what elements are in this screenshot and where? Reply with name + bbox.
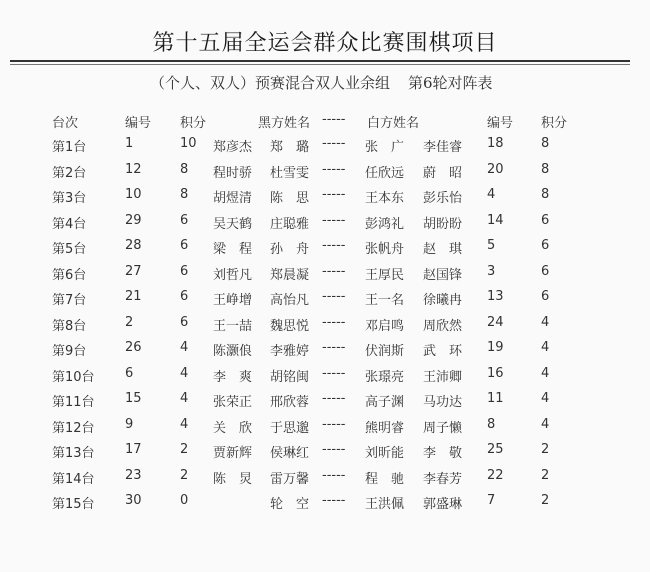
cell-table: 第1台 [52, 140, 87, 155]
cell-white-num: 4 [487, 187, 496, 202]
cell-white-num: 18 [487, 136, 504, 151]
cell-white-player-2: 彭乐怡 [423, 191, 463, 206]
cell-white-player-1: 邓启鸣 [365, 318, 405, 334]
cell-white-player-2: 赵国锋 [423, 267, 463, 283]
header-white-num: 编号 [487, 116, 514, 131]
cell-black-num: 1 [125, 136, 134, 151]
cell-black-player-1: 吴天鹤 [213, 216, 253, 232]
cell-white-score: 4 [541, 365, 550, 381]
cell-white-num: 20 [487, 161, 504, 177]
cell-white-player-2: 武 环 [423, 344, 463, 359]
cell-white-num: 13 [487, 289, 504, 304]
cell-vs: ----- [322, 391, 346, 406]
cell-vs: ----- [322, 289, 346, 304]
cell-white-num: 7 [487, 493, 496, 508]
cell-white-score: 4 [541, 314, 550, 330]
cell-black-player-1: 刘哲凡 [213, 267, 253, 283]
round-label: 第6轮对阵表 [408, 74, 493, 92]
table-header [0, 112, 650, 136]
cell-black-num: 28 [125, 238, 142, 253]
cell-black-score: 4 [180, 340, 189, 355]
cell-black-num: 21 [125, 289, 142, 304]
cell-white-player-2: 胡盼盼 [423, 216, 463, 232]
cell-white-num: 16 [487, 365, 504, 381]
table-row [0, 136, 650, 160]
cell-white-score: 4 [541, 340, 550, 355]
table-row [0, 391, 650, 415]
cell-black-score: 6 [180, 212, 189, 228]
table-row [0, 162, 650, 186]
cell-black-player-2: 高怡凡 [270, 293, 310, 308]
cell-black-num: 6 [125, 365, 134, 381]
cell-white-player-1: 王洪佩 [365, 497, 405, 512]
cell-black-num: 2 [125, 314, 134, 330]
cell-black-player-2: 雷万馨 [270, 471, 310, 487]
cell-black-player-1: 李 爽 [213, 369, 253, 385]
cell-table: 第9台 [52, 344, 87, 359]
cell-table: 第10台 [52, 369, 95, 385]
table-row [0, 264, 650, 288]
cell-white-score: 4 [541, 416, 550, 432]
cell-white-num: 22 [487, 467, 504, 483]
cell-black-score: 0 [180, 493, 189, 508]
cell-vs: ----- [322, 365, 346, 381]
table-row [0, 315, 650, 339]
cell-black-score: 4 [180, 391, 189, 406]
cell-table: 第13台 [52, 446, 95, 461]
cell-vs: ----- [322, 467, 346, 483]
title-rule-thin [10, 64, 630, 65]
page-title: 第十五届全运会群众比赛围棋项目 [152, 31, 498, 56]
cell-table: 第11台 [52, 395, 95, 410]
header-black-num: 编号 [125, 116, 152, 131]
cell-white-player-1: 熊明睿 [365, 420, 405, 436]
cell-white-player-2: 徐曦冉 [423, 293, 463, 308]
cell-black-num: 23 [125, 467, 142, 483]
cell-black-num: 30 [125, 493, 142, 508]
cell-black-player-1: 胡煜清 [213, 191, 253, 206]
cell-black-player-1: 王一喆 [213, 318, 253, 334]
table-row [0, 238, 650, 262]
cell-white-player-1: 王本东 [365, 191, 405, 206]
cell-white-player-2: 周欣然 [423, 318, 463, 334]
header-white-score: 积分 [541, 116, 568, 131]
cell-white-player-1: 张帆舟 [365, 242, 405, 257]
cell-black-score: 6 [180, 289, 189, 304]
cell-table: 第8台 [52, 318, 87, 334]
cell-black-player-1: 张荣正 [213, 395, 253, 410]
cell-vs: ----- [322, 340, 346, 355]
cell-black-num: 26 [125, 340, 142, 355]
cell-white-score: 6 [541, 263, 550, 279]
cell-black-player-1: 陈灏俍 [213, 344, 253, 359]
cell-vs: ----- [322, 187, 346, 202]
header-white-name: 白方姓名 [367, 116, 420, 131]
cell-white-score: 8 [541, 187, 550, 202]
cell-white-player-2: 李春芳 [423, 471, 463, 487]
cell-black-player-1: 王峥增 [213, 293, 253, 308]
cell-black-player-2: 侯琳红 [270, 446, 310, 461]
cell-white-player-2: 王沛卿 [423, 369, 463, 385]
cell-vs: ----- [322, 136, 346, 151]
cell-white-num: 5 [487, 238, 496, 253]
cell-white-num: 14 [487, 212, 504, 228]
cell-black-player-1: 程时骄 [213, 165, 253, 181]
cell-table: 第7台 [52, 293, 87, 308]
cell-white-player-1: 任欣远 [365, 165, 405, 181]
cell-black-num: 12 [125, 161, 142, 177]
header-black-score: 积分 [180, 116, 207, 131]
cell-white-player-1: 刘昕能 [365, 446, 405, 461]
cell-black-score: 8 [180, 187, 189, 202]
cell-white-player-2: 蔚 昭 [423, 165, 463, 181]
cell-black-player-2: 郑 璐 [270, 140, 310, 155]
cell-black-score: 6 [180, 238, 189, 253]
cell-black-score: 6 [180, 263, 189, 279]
cell-table: 第12台 [52, 420, 95, 436]
cell-black-player-2: 于思邈 [270, 420, 310, 436]
cell-black-score: 2 [180, 442, 189, 457]
subtitle: （个人、双人）预赛混合双人业余组 [150, 74, 391, 92]
subtitle-line [150, 72, 493, 93]
cell-black-player-2: 庄聪雅 [270, 216, 310, 232]
cell-black-num: 29 [125, 212, 142, 228]
table-row [0, 468, 650, 492]
table-row [0, 493, 650, 517]
cell-table: 第5台 [52, 242, 87, 257]
cell-vs: ----- [322, 493, 346, 508]
cell-table: 第14台 [52, 471, 95, 487]
cell-white-score: 6 [541, 289, 550, 304]
cell-table: 第2台 [52, 165, 87, 181]
cell-black-score: 2 [180, 467, 189, 483]
cell-table: 第3台 [52, 191, 87, 206]
cell-black-player-2: 郑晨凝 [270, 267, 310, 283]
cell-white-player-1: 张璟亮 [365, 369, 405, 385]
cell-white-player-2: 周子懒 [423, 420, 463, 436]
cell-black-score: 4 [180, 416, 189, 432]
header-table: 台次 [52, 116, 79, 131]
cell-white-score: 2 [541, 467, 550, 483]
cell-black-player-1: 关 欣 [213, 420, 253, 436]
table-row [0, 187, 650, 211]
cell-vs: ----- [322, 416, 346, 432]
cell-white-player-1: 张 广 [365, 140, 405, 155]
cell-white-player-1: 王厚民 [365, 267, 405, 283]
cell-white-score: 2 [541, 493, 550, 508]
cell-white-score: 4 [541, 391, 550, 406]
cell-table: 第15台 [52, 497, 95, 512]
cell-black-player-2: 魏思悦 [270, 318, 310, 334]
header-black-name: 黑方姓名 [258, 116, 311, 131]
cell-white-num: 8 [487, 416, 496, 432]
cell-white-player-1: 彭鸿礼 [365, 216, 405, 232]
cell-black-score: 4 [180, 365, 189, 381]
cell-white-num: 11 [487, 391, 504, 406]
cell-black-player-2: 胡铭闽 [270, 369, 310, 385]
cell-table: 第4台 [52, 216, 87, 232]
cell-white-score: 8 [541, 161, 550, 177]
cell-black-player-2: 陈 思 [270, 191, 310, 206]
cell-white-num: 25 [487, 442, 504, 457]
title-rule-thick [10, 60, 630, 62]
cell-white-player-1: 高子渊 [365, 395, 405, 410]
cell-vs: ----- [322, 161, 346, 177]
table-row [0, 366, 650, 390]
cell-black-player-1: 陈 炅 [213, 471, 253, 487]
cell-white-player-1: 程 驰 [365, 471, 405, 487]
cell-white-player-2: 赵 琪 [423, 242, 463, 257]
cell-white-score: 6 [541, 238, 550, 253]
cell-black-score: 6 [180, 314, 189, 330]
cell-black-score: 8 [180, 161, 189, 177]
cell-white-player-2: 郭盛琳 [423, 497, 463, 512]
cell-vs: ----- [322, 238, 346, 253]
cell-white-score: 6 [541, 212, 550, 228]
cell-black-player-2: 李雅婷 [270, 344, 310, 359]
cell-vs: ----- [322, 263, 346, 279]
cell-black-player-2: 邢欣蓉 [270, 395, 310, 410]
cell-black-num: 15 [125, 391, 142, 406]
cell-white-player-2: 李 敬 [423, 446, 463, 461]
header-vs: ----- [322, 112, 346, 127]
table-row [0, 442, 650, 466]
cell-black-player-2: 杜雪雯 [270, 165, 310, 181]
cell-white-player-1: 王一名 [365, 293, 405, 308]
cell-white-score: 8 [541, 136, 550, 151]
cell-vs: ----- [322, 314, 346, 330]
cell-white-num: 19 [487, 340, 504, 355]
cell-black-player-1: 贾新辉 [213, 446, 253, 461]
cell-black-num: 10 [125, 187, 142, 202]
cell-table: 第6台 [52, 267, 87, 283]
table-row [0, 289, 650, 313]
cell-white-num: 24 [487, 314, 504, 330]
cell-white-player-2: 马功达 [423, 395, 463, 410]
cell-black-player-2: 孙 舟 [270, 242, 310, 257]
table-row [0, 340, 650, 364]
cell-black-player-2: 轮 空 [270, 497, 310, 512]
cell-white-player-2: 李佳睿 [423, 140, 463, 155]
cell-vs: ----- [322, 212, 346, 228]
cell-black-player-1: 梁 程 [213, 242, 253, 257]
cell-black-player-1: 郑彦杰 [213, 140, 253, 155]
cell-white-player-1: 伏润斯 [365, 344, 405, 359]
cell-black-num: 17 [125, 442, 142, 457]
table-row [0, 213, 650, 237]
cell-black-score: 10 [180, 136, 197, 151]
cell-white-score: 2 [541, 442, 550, 457]
cell-black-num: 9 [125, 416, 134, 432]
cell-white-num: 3 [487, 263, 496, 279]
table-row [0, 417, 650, 441]
cell-vs: ----- [322, 442, 346, 457]
cell-black-num: 27 [125, 263, 142, 279]
